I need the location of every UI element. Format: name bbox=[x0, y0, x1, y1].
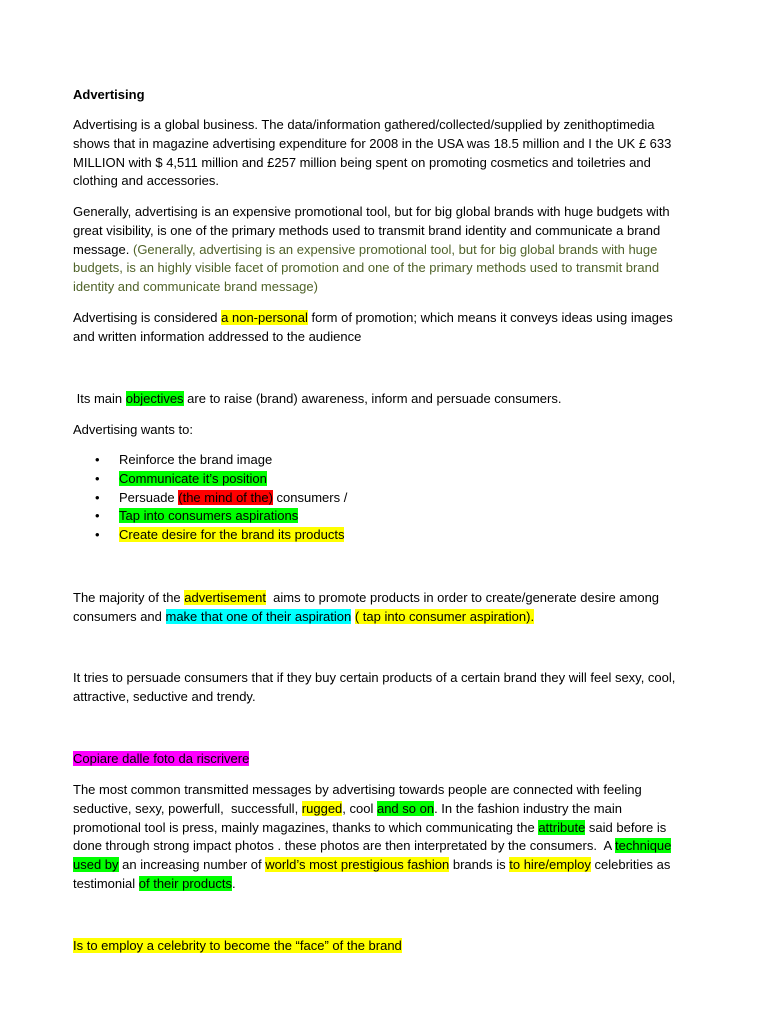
text-run: Advertising is considered bbox=[73, 310, 222, 325]
paragraph-messages bbox=[73, 781, 693, 894]
highlight-yellow: a non-personal bbox=[221, 310, 308, 325]
highlight-green: Tap into consumers aspirations bbox=[119, 508, 299, 524]
paragraph-promotional-tool-note: (Generally, advertising is an expensive promotional tool, but for big global brands with huge budgets, is an highly visible facet of promotion and one of the primary methods used to transmit brand identity and communicate brand message) bbox=[73, 241, 660, 295]
list-item bbox=[73, 489, 693, 508]
highlight-green: technique used by bbox=[73, 838, 672, 873]
text-run: . In the fashion industry the main promotional tool is press, mainly magazines, thanks to which communicating the bbox=[73, 800, 622, 835]
highlight-yellow: Create desire for the brand its products bbox=[119, 527, 345, 543]
highlight-yellow: world’s most prestigious fashion bbox=[265, 857, 450, 873]
text-run: celebrities as testimonial bbox=[73, 857, 671, 891]
highlight-yellow: advertisement bbox=[184, 590, 266, 605]
highlight-cyan: make that one of their aspiration bbox=[165, 608, 352, 624]
highlight-yellow: rugged bbox=[301, 800, 343, 816]
paragraph-expenditure: Advertising is a global business. The data/information gathered/collected/supplied by zenithoptimedia shows that in magazine advertising expenditure for 2008 in the USA was 18.5 million and I the UK £ 633 MILLION with $ 4,511 million and £257 million being spent on promoting cosmetics and toiletries and clothing and accessories. bbox=[73, 117, 672, 189]
paragraph-persuade: It tries to persuade consumers that if they buy certain products of a certain brand they will feel sexy, cool, attractive, seductive and trendy. bbox=[73, 670, 676, 704]
paragraph-promotional-tool-main: Generally, advertising is an expensive promotional tool, but for big global brands with huge budgets with great visibility, is one of the primary methods used to transmit brand identity and communicate a brand message. bbox=[73, 204, 670, 257]
paragraph-wants-to: Advertising wants to: bbox=[73, 422, 193, 437]
text-run: said before is done through strong impact photos . these photos are then interpretated by the consumers. A bbox=[73, 819, 670, 854]
highlight-yellow: to hire/employ bbox=[509, 857, 591, 873]
text-run: The majority of the bbox=[73, 590, 185, 605]
text-run: an increasing number of bbox=[118, 857, 266, 873]
paragraph-promotional-tool bbox=[73, 203, 693, 297]
list-item bbox=[73, 451, 693, 470]
bullet-dot: • bbox=[95, 489, 100, 505]
list-item-text: Reinforce the brand image bbox=[119, 452, 273, 467]
text-run: are to raise (brand) awareness, inform and persuade consumers. bbox=[183, 391, 562, 406]
list-item-text: consumers / bbox=[272, 489, 348, 505]
list-item bbox=[73, 507, 693, 526]
paragraph-celebrity bbox=[73, 937, 693, 956]
bullet-dot: • bbox=[95, 508, 100, 524]
text-run: aims to promote products in order to create/generate desire among consumers and bbox=[73, 590, 663, 624]
bullet-dot: • bbox=[95, 452, 100, 467]
highlight-green: objectives bbox=[125, 391, 184, 406]
bullet-dot: • bbox=[95, 470, 100, 486]
text-run: . bbox=[231, 875, 236, 891]
paragraph-copiare bbox=[73, 750, 693, 769]
highlight-green: Communicate it’s position bbox=[119, 470, 267, 486]
document-title: Advertising bbox=[73, 87, 145, 102]
list-item-text: Persuade bbox=[119, 489, 179, 505]
text-run: form of promotion; which means it conveys ideas using images and written information addressed to the audience bbox=[73, 310, 673, 344]
text-run: , cool bbox=[342, 800, 377, 816]
bullet-dot: • bbox=[95, 527, 100, 543]
paragraph-non-personal bbox=[73, 309, 693, 347]
paragraph-objectives bbox=[73, 390, 693, 409]
highlight-green: and so on bbox=[376, 800, 435, 816]
text-run: The most common transmitted messages by advertising towards people are connected with feeling seductive, sexy, powerfull, successfull, bbox=[73, 782, 646, 816]
text-run: Its main bbox=[73, 391, 126, 406]
highlight-green: of their products bbox=[138, 875, 232, 891]
text-run: brands is bbox=[449, 857, 510, 873]
highlight-yellow: ( tap into consumer aspiration). bbox=[354, 608, 535, 624]
highlight-magenta: Copiare dalle foto da riscrivere bbox=[73, 751, 250, 766]
paragraph-majority bbox=[73, 589, 693, 627]
highlight-green: attribute bbox=[538, 819, 586, 835]
list-item bbox=[73, 470, 693, 489]
bullet-list bbox=[73, 451, 693, 545]
list-item bbox=[73, 526, 693, 545]
highlight-yellow: Is to employ a celebrity to become the “face” of the brand bbox=[73, 938, 402, 953]
highlight-red: (the mind of the) bbox=[178, 489, 273, 505]
